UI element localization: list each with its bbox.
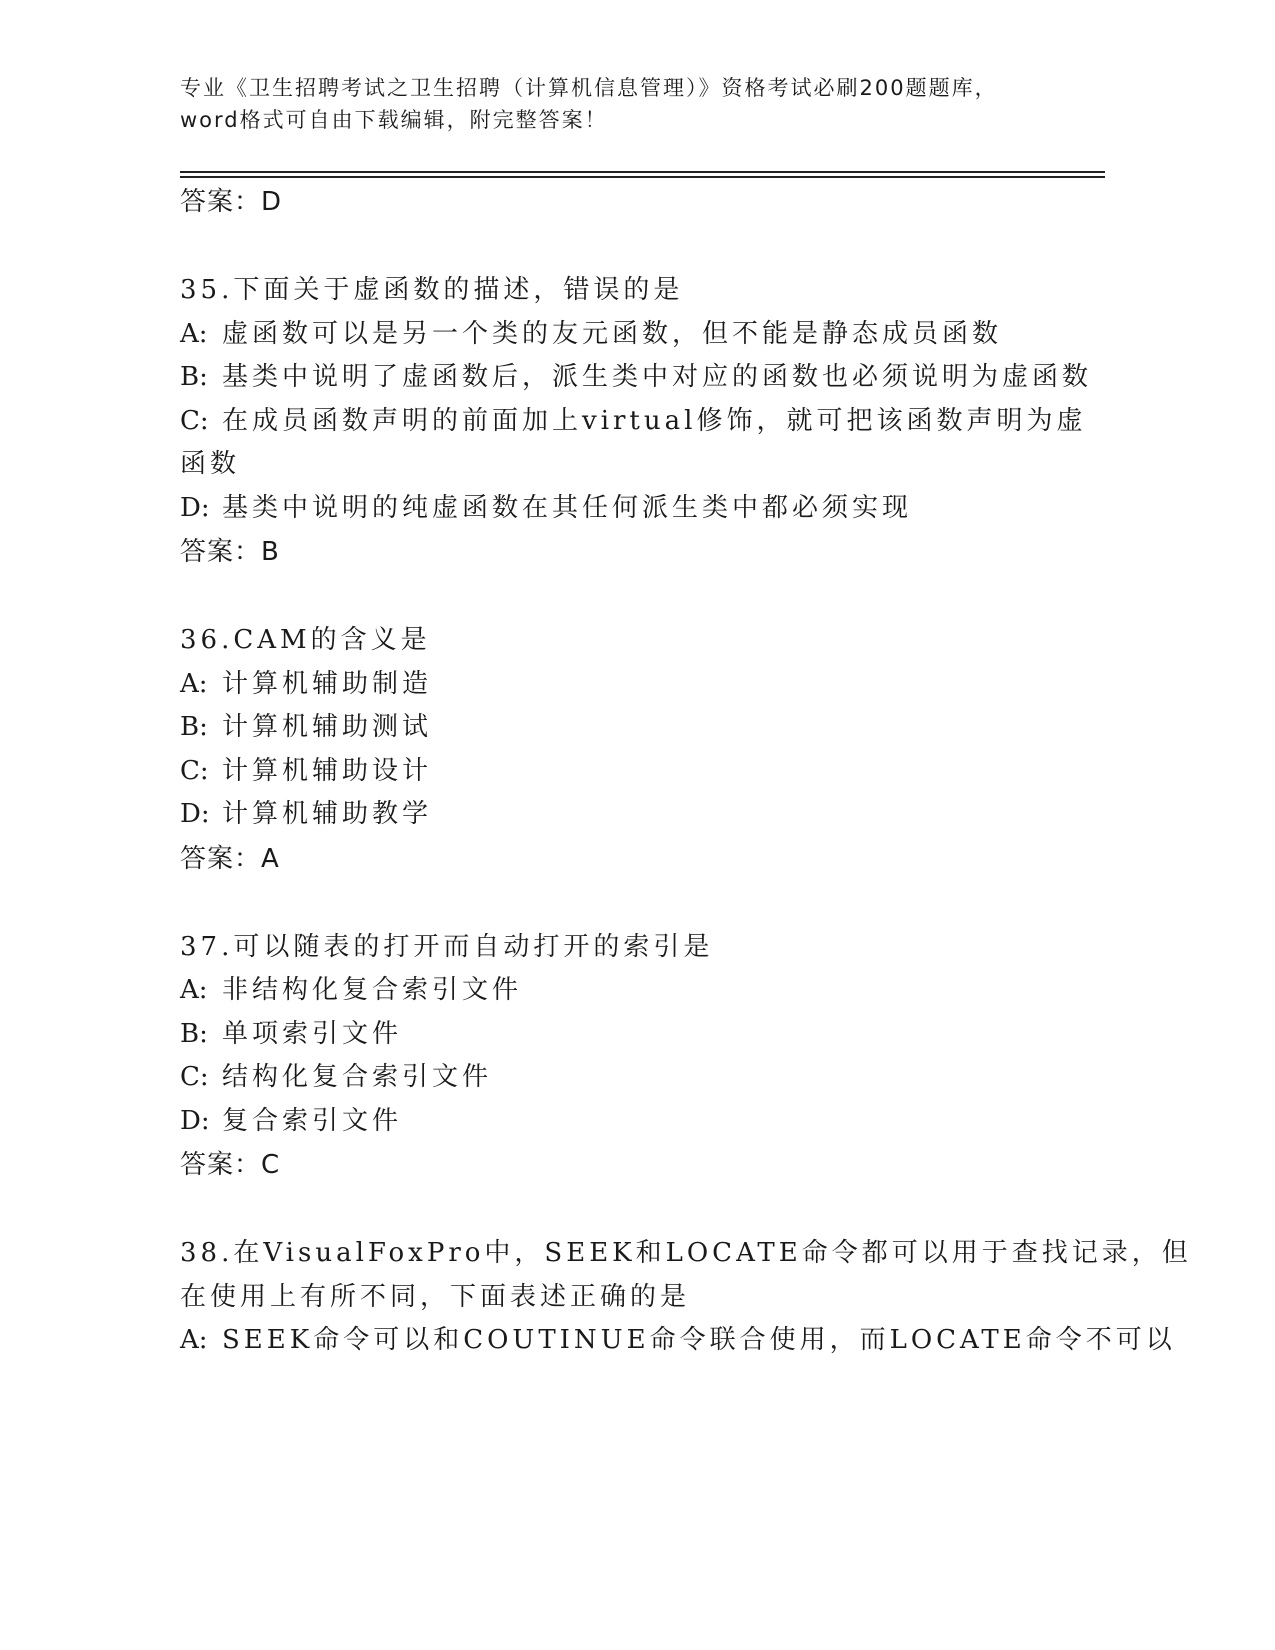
option-label: D: [180, 1105, 210, 1136]
option-b [180, 356, 1093, 400]
answer-line: 答案：A [180, 843, 280, 874]
answer-line: 答案：D [180, 187, 283, 217]
option-label: B: [180, 712, 208, 742]
document-header [180, 72, 1080, 136]
option-b [180, 706, 1080, 750]
option-c-continuation: 函数 [180, 449, 241, 479]
option-a [180, 969, 1080, 1013]
question-35 [180, 269, 1093, 575]
option-label: C: [180, 1062, 209, 1092]
header-line-1: 专业《卫生招聘考试之卫生招聘（计算机信息管理）》资格考试必刷200题题库， [180, 76, 998, 100]
option-label: A: [180, 975, 208, 1005]
answer-line: 答案：B [180, 537, 280, 567]
option-label: A: [180, 318, 208, 349]
option-text: 单项索引文件 [222, 1018, 403, 1049]
question-stem-continuation: 在使用上有所不同，下面表述正确的是 [180, 1281, 691, 1312]
question-stem: 37.可以随表的打开而自动打开的索引是 [180, 931, 714, 962]
option-b [180, 1013, 1080, 1057]
option-a [180, 313, 1080, 357]
option-c [180, 1056, 1080, 1100]
header-line-2: word格式可自由下载编辑，附完整答案！ [180, 108, 608, 132]
option-text: 虚函数可以是另一个类的友元函数，但不能是静态成员函数 [222, 318, 1003, 349]
option-text: 计算机辅助教学 [222, 799, 433, 829]
option-text: 计算机辅助测试 [222, 712, 433, 742]
header-divider-bottom [180, 176, 1105, 178]
question-36 [180, 619, 1080, 882]
option-c [180, 750, 1080, 794]
option-text: 基类中说明的纯虚函数在其任何派生类中都必须实现 [222, 492, 913, 523]
option-label: B: [180, 362, 208, 392]
question-38 [180, 1232, 1192, 1363]
question-37 [180, 926, 1080, 1189]
question-stem: 36.CAM的含义是 [180, 625, 431, 655]
question-stem: 38.在VisualFoxPro中，SEEK和LOCATE命令都可以用于查找记录，但 [180, 1238, 1192, 1268]
option-text: 计算机辅助设计 [222, 755, 433, 786]
option-d [180, 487, 1080, 531]
option-d [180, 1100, 1080, 1144]
header-divider-top [180, 171, 1105, 173]
option-text: SEEK命令可以和COUTINUE命令联合使用，而LOCATE命令不可以 [222, 1325, 1176, 1355]
option-c [180, 400, 1087, 444]
option-label: A: [180, 1325, 208, 1355]
question-list [180, 180, 1192, 1363]
option-text: 复合索引文件 [222, 1105, 403, 1136]
option-label: A: [180, 668, 208, 699]
option-text: 基类中说明了虚函数后，派生类中对应的函数也必须说明为虚函数 [222, 362, 1093, 392]
option-label: D: [180, 492, 210, 523]
option-text: 结构化复合索引文件 [222, 1062, 493, 1092]
question-stem: 35.下面关于虚函数的描述，错误的是 [180, 275, 684, 305]
option-text: 非结构化复合索引文件 [222, 975, 523, 1005]
option-label: B: [180, 1018, 208, 1049]
answer-line: 答案：C [180, 1150, 281, 1180]
option-label: C: [180, 755, 209, 786]
option-text: 在成员函数声明的前面加上virtual修饰，就可把该函数声明为虚 [222, 405, 1087, 436]
option-d [180, 793, 1080, 837]
option-a [180, 1319, 1176, 1363]
option-a [180, 663, 1080, 707]
option-label: D: [180, 799, 210, 829]
option-label: C: [180, 405, 209, 436]
option-text: 计算机辅助制造 [222, 668, 433, 699]
